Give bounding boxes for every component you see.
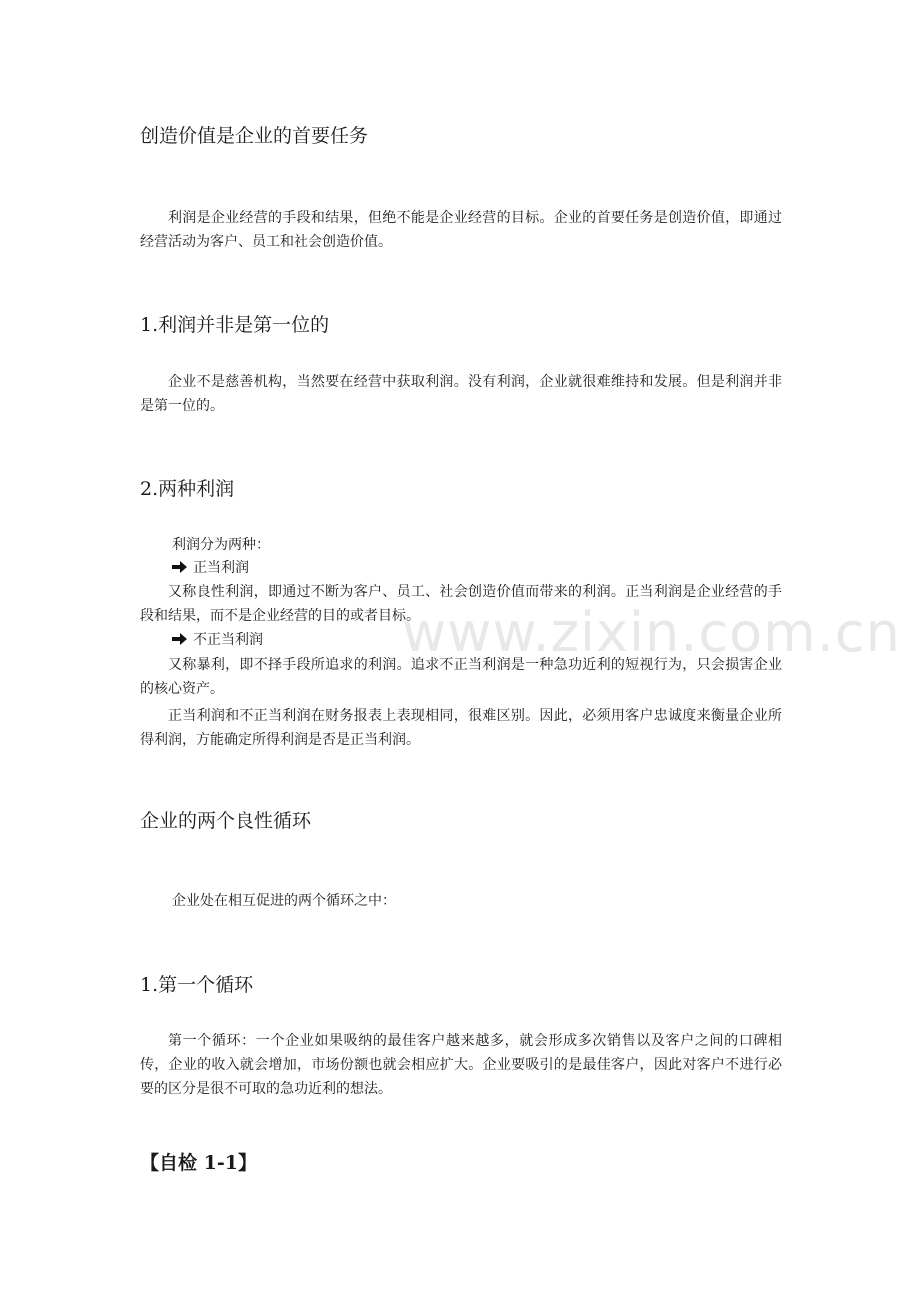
bullet-label: 正当利润 (193, 560, 249, 576)
cycle1-paragraph: 第一个循环：一个企业如果吸纳的最佳客户越来越多，就会形成多次销售以及客户之间的口碑相传，企业的收入就会增加，市场份额也就会相应扩大。企业要吸引的是最佳客户，因此对客户不进行必要的区分是很不可取的急功近利的想法。 (140, 1033, 782, 1097)
arrow-right-icon (172, 561, 187, 573)
section1-heading: 1.利润并非是第一位的 (140, 314, 330, 336)
cycles-heading: 企业的两个良性循环 (140, 810, 312, 832)
bullet-item-illegit-profit (172, 629, 263, 651)
bullet-label: 不正当利润 (193, 632, 263, 648)
cycles-intro: 企业处在相互促进的两个循环之中： (172, 893, 396, 909)
page-title: 创造价值是企业的首要任务 (140, 125, 369, 147)
cycle1-heading: 1.第一个循环 (140, 974, 254, 996)
conclusion-paragraph: 正当利润和不正当利润在财务报表上表现相同，很难区别。因此，必须用客户忠诚度来衡量企业所得利润，方能确定所得利润是否是正当利润。 (140, 708, 782, 748)
arrow-right-icon (172, 633, 187, 645)
illegit-profit-paragraph: 又称暴利，即不择手段所追求的利润。追求不正当利润是一种急功近利的短视行为，只会损害企业的核心资产。 (140, 657, 782, 697)
legit-profit-paragraph: 又称良性利润，即通过不断为客户、员工、社会创造价值而带来的利润。正当利润是企业经营的手段和结果，而不是企业经营的目的或者目标。 (140, 584, 782, 624)
self-check-heading: 【自检 1-1】 (140, 1152, 257, 1174)
section1-paragraph: 企业不是慈善机构，当然要在经营中获取利润。没有利润，企业就很难维持和发展。但是利润并非是第一位的。 (140, 374, 782, 414)
watermark: www.zixin.com.cn (402, 601, 901, 664)
bullet-item-legit-profit (172, 557, 249, 579)
intro-paragraph: 利润是企业经营的手段和结果，但绝不能是企业经营的目标。企业的首要任务是创造价值，即通过经营活动为客户、员工和社会创造价值。 (140, 210, 782, 250)
section2-lead: 利润分为两种： (172, 537, 270, 553)
section2-heading: 2.两种利润 (140, 478, 235, 500)
